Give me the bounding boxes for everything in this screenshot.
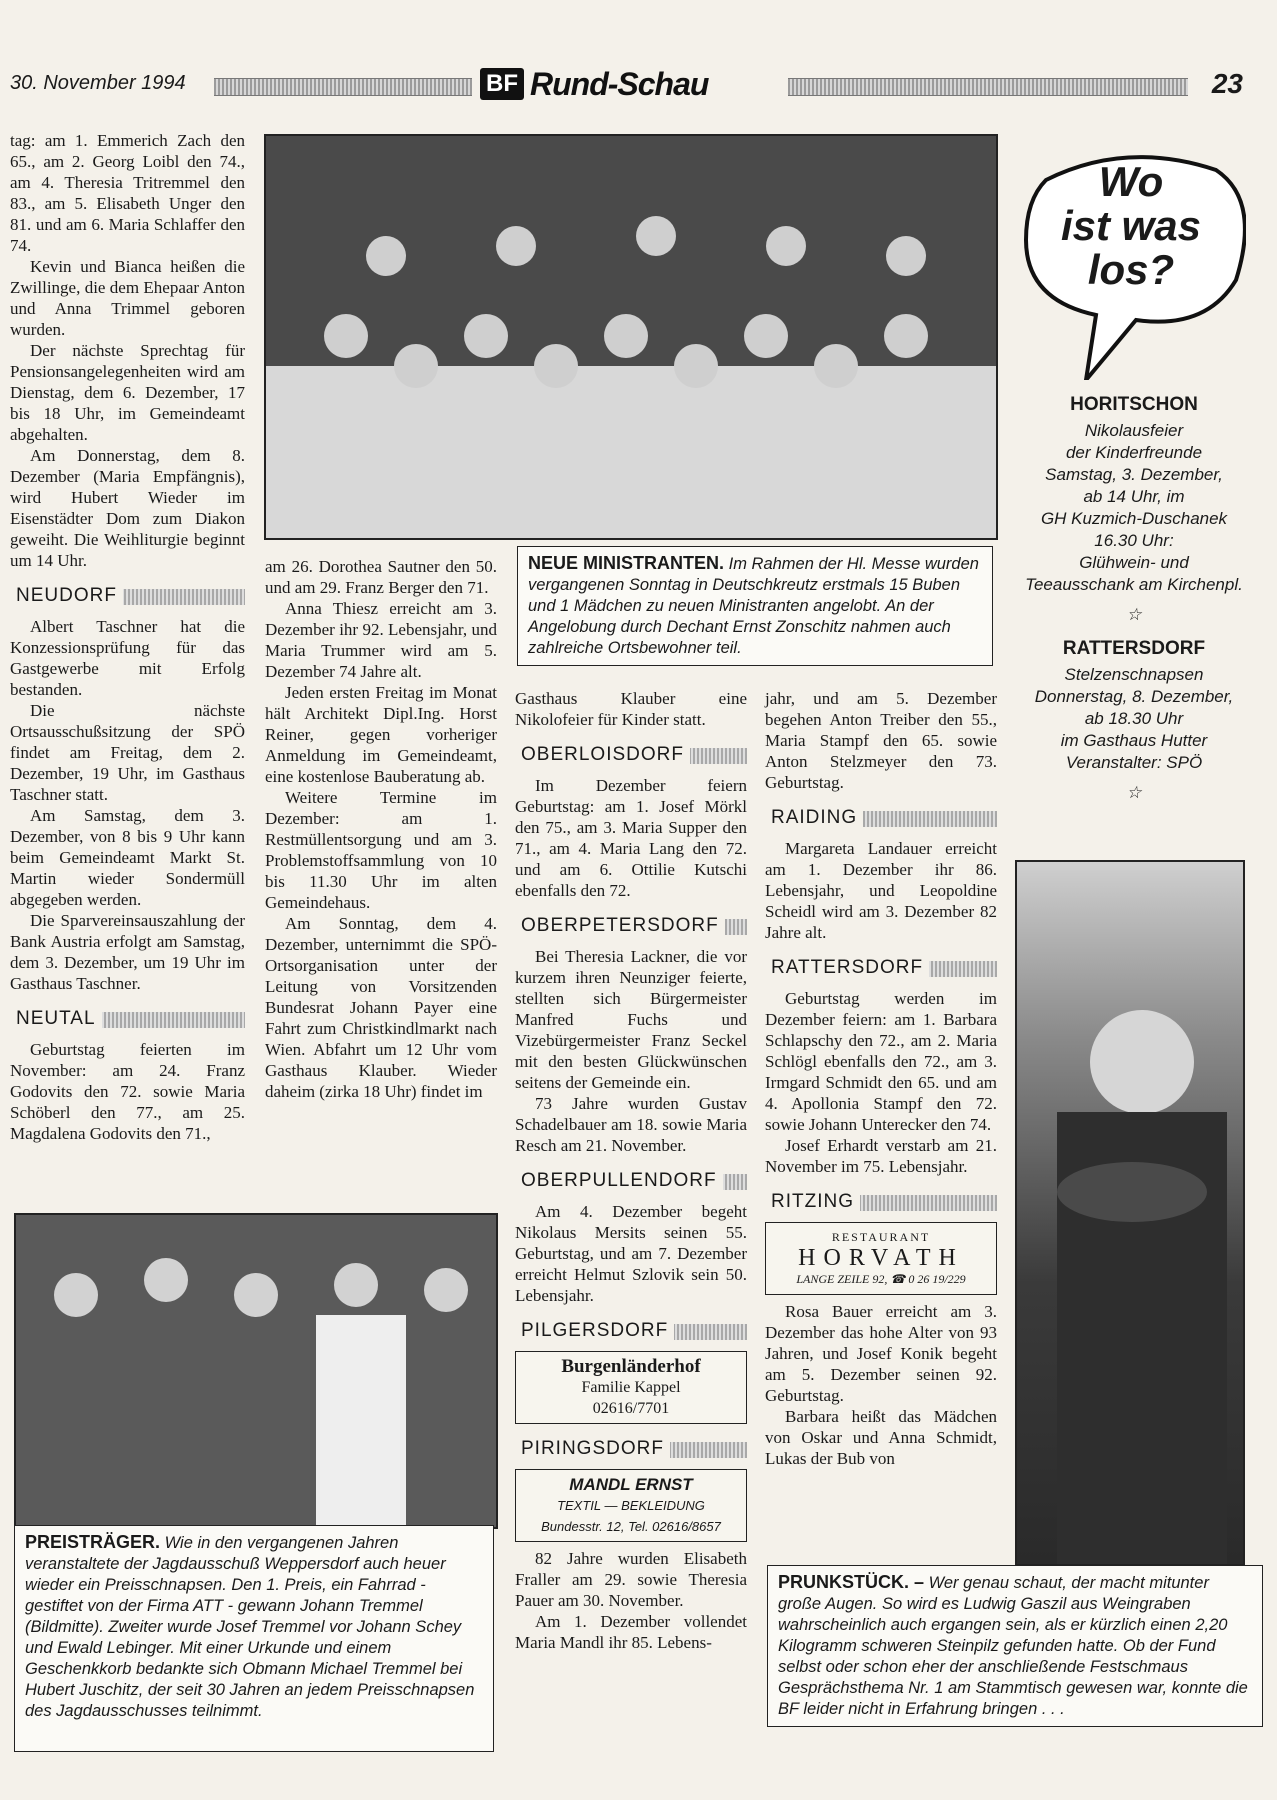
paragraph: Geburtstag werden im Dezember feiern: am 1. Barbara Schlapschy den 72., am 2. Maria Schlögl ebenfalls den 72., am 3. Irmgard Schmidt den 65. und am 4. Apollonia Stampf den 72. sowie Johann Unterecker den 74. bbox=[765, 989, 997, 1134]
paragraph: Bei Theresia Lackner, die vor kurzem ihren Neunziger feierte, stellten sich Bürgermeister Manfred Fuchs und Vizebürgermeister Franz Seckel mit den besten Glückwünschen seitens der Gemeinde ein. bbox=[515, 947, 747, 1092]
paragraph: Am Samstag, dem 3. Dezember, von 8 bis 9 Uhr kann beim Gemeindeamt Markt St. Martin wieder Sondermüll abgegeben werden. bbox=[10, 806, 245, 909]
column-2 bbox=[265, 556, 497, 1102]
ad-subtitle: TEXTIL — BEKLEIDUNG bbox=[557, 1498, 705, 1513]
star-icon: ☆ bbox=[1126, 783, 1142, 802]
altar-servers-photo-placeholder bbox=[266, 136, 996, 538]
event-horitschon bbox=[1010, 394, 1258, 804]
ad-title: MANDL ERNST bbox=[569, 1475, 693, 1494]
caption-head: NEUE MINISTRANTEN. bbox=[528, 553, 725, 573]
event-line: Donnerstag, 8. Dezember, bbox=[1034, 687, 1234, 706]
paragraph: Am Donnerstag, dem 8. Dezember (Maria Empfängnis), wird Hubert Wieder im Eisenstädter Dom zum Diakon geweiht. Die Weihliturgie beginnt um 14 Uhr. bbox=[10, 446, 245, 570]
caption-mushroom bbox=[767, 1565, 1263, 1727]
section-heading-oberloisdorf: OBERLOISDORF bbox=[515, 742, 747, 767]
ad-address: Bundesstr. 12, Tel. 02616/8657 bbox=[541, 1519, 721, 1534]
section-heading-pilgersdorf: PILGERSDORF bbox=[515, 1318, 747, 1343]
section-heading-piringsdorf: PIRINGSDORF bbox=[515, 1436, 747, 1461]
column-3 bbox=[515, 688, 747, 1653]
paragraph: 82 Jahre wurden Elisabeth Fraller am 29. sowie Theresia Pauer am 30. November. bbox=[515, 1549, 747, 1610]
paragraph: tag: am 1. Emmerich Zach den 65., am 2. Georg Loibl den 74., am 4. Theresia Tritremmel den 83., am 5. Elisabeth Unger den 81. und am 6. Maria Schlaffer den 74. bbox=[10, 131, 245, 255]
event-line: Glühwein- und bbox=[1079, 553, 1189, 572]
paragraph: am 26. Dorothea Sautner den 50. und am 29. Franz Berger den 71. bbox=[265, 557, 497, 597]
event-line: Samstag, 3. Dezember, bbox=[1045, 465, 1223, 484]
section-heading-ritzing: RITZING bbox=[765, 1189, 997, 1214]
section-heading-raiding: RAIDING bbox=[765, 805, 997, 830]
event-title: RATTERSDORF bbox=[1062, 638, 1206, 659]
section-title: Rund-Schau bbox=[530, 65, 709, 102]
caption-text: Wie in den vergangenen Jahren veranstaltete der Jagdausschuß Weppersdorf auch heuer wieder ein Preisschnapsen. Den 1. Preis, ein Fahrrad - gestiftet von der Firma ATT - gewann Johann Tremmel (Bildmitte). Zweiter wurde Josef Tremmel vor Johann Schey und Ewald Lebinger. Mit einer Urkunde und einem Geschenkkorb bedankte sich Obmann Michael Tremmel bei Hubert Juschitz, der seit 30 Jahren an jedem Preisschnapsen des Jagdausschusses teilnimmt. bbox=[25, 1534, 475, 1720]
header-rule-right bbox=[788, 78, 1188, 96]
paragraph: Anna Thiesz erreicht am 3. Dezember ihr 92. Lebensjahr, und Maria Trummer wird am 5. Dezember 74 Jahre alt. bbox=[265, 599, 497, 681]
paragraph: jahr, und am 5. Dezember begehen Anton Treiber den 55., Maria Stampf den 65. sowie Anton Stelzmeyer den 73. Geburtstag. bbox=[765, 689, 997, 792]
paragraph: Am 4. Dezember begeht Nikolaus Mersits seinen 55. Geburtstag, und am 7. Dezember erreicht Helmut Szlovik sein 50. Lebensjahr. bbox=[515, 1202, 747, 1305]
ad-phone: 0 26 19/229 bbox=[908, 1272, 966, 1286]
bubble-line: los? bbox=[1087, 246, 1175, 293]
photo-prize-winners bbox=[14, 1213, 498, 1529]
star-icon: ☆ bbox=[1126, 605, 1142, 624]
caption-text: Im Rahmen der Hl. Messe wurden vergangenen Sonntag in Deutschkreutz erstmals 15 Buben und 1 Mädchen zu neuen Ministranten angelobt. An der Angelobung durch Dechant Ernst Zonschitz nahmen auch zahlreiche Ortsbewohner teil. bbox=[528, 555, 979, 657]
paragraph: Die nächste Ortsausschußsitzung der SPÖ findet am Freitag, dem 2. Dezember, 19 Uhr, im Gasthaus Taschner statt. bbox=[10, 701, 245, 804]
phone-icon: ☎ bbox=[890, 1272, 906, 1286]
paragraph: 73 Jahre wurden Gustav Schadelbauer am 18. sowie Maria Resch am 21. November. bbox=[515, 1094, 747, 1155]
ad-restaurant-horvath bbox=[765, 1222, 997, 1295]
ad-address: LANGE ZEILE 92, bbox=[796, 1272, 888, 1286]
mushroom-photo-placeholder bbox=[1017, 862, 1243, 1564]
column-1 bbox=[10, 130, 245, 1144]
paragraph: Geburtstag feierten im November: am 24. Franz Godovits den 72. sowie Maria Schöberl den 77., am 25. Magdalena Godovits den 71., bbox=[10, 1040, 245, 1143]
ad-title: Burgenländerhof bbox=[561, 1356, 701, 1377]
section-heading-neudorf: NEUDORF bbox=[10, 583, 245, 608]
event-line: im Gasthaus Hutter bbox=[1060, 731, 1208, 750]
issue-date: 30. November 1994 bbox=[10, 72, 186, 94]
paragraph: Am 1. Dezember vollendet Maria Mandl ihr 85. Lebens- bbox=[515, 1612, 747, 1652]
caption-text: Wer genau schaut, der macht mitunter große Augen. So wird es Ludwig Gaszil aus Weingraben wahrscheinlich auch ergangen sein, als er kürzlich einen 2,20 Kilogramm schweren Steinpilz gefunden hatte. Ob der Fund selbst oder schon eher der anschließende Festschmaus Gesprächsthema Nr. 1 am Stammtisch gewesen war, konnte die BF leider nicht in Erfahrung bringen . . . bbox=[778, 1574, 1248, 1718]
paragraph: Kevin und Bianca heißen die Zwillinge, die dem Ehepaar Anton und Anna Trimmel geboren wurden. bbox=[10, 257, 245, 339]
event-line: Nikolausfeier bbox=[1084, 421, 1184, 440]
paragraph: Rosa Bauer erreicht am 3. Dezember das hohe Alter von 93 Jahren, und Josef Konik begeht am 5. Dezember seinen 92. Geburtstag. bbox=[765, 1302, 997, 1405]
column-4 bbox=[765, 688, 997, 1469]
event-line: der Kinderfreunde bbox=[1065, 443, 1203, 462]
ad-burgenlaenderhof bbox=[515, 1351, 747, 1424]
ad-phone: 02616/7701 bbox=[592, 1400, 670, 1417]
header-rule-left bbox=[214, 78, 472, 96]
paragraph: Barbara heißt das Mädchen von Oskar und Anna Schmidt, Lukas der Bub von bbox=[765, 1407, 997, 1468]
section-heading-neutal: NEUTAL bbox=[10, 1006, 245, 1031]
paragraph: Am Sonntag, dem 4. Dezember, unternimmt die SPÖ-Ortsorganisation unter der Leitung von Vorsitzenden Bundesrat Johann Payer eine Fahrt zum Christkindlmarkt nach Wien. Abfahrt um 12 Uhr vom Gasthaus Klauber. Wieder daheim (zirka 18 Uhr) findet im bbox=[265, 914, 497, 1101]
section-heading-rattersdorf: RATTERSDORF bbox=[765, 955, 997, 980]
caption-prize-winners bbox=[14, 1525, 494, 1752]
event-line: Veranstalter: SPÖ bbox=[1065, 753, 1203, 772]
prize-winners-photo-placeholder bbox=[16, 1215, 496, 1527]
paragraph: Weitere Termine im Dezember: am 1. Restmüllentsorgung und am 3. Problemstoffsammlung von 10 bis 11.30 Uhr im alten Gemeindehaus. bbox=[265, 788, 497, 912]
paragraph: Josef Erhardt verstarb am 21. November im 75. Lebensjahr. bbox=[765, 1136, 997, 1176]
ad-mandl-ernst bbox=[515, 1469, 747, 1542]
caption-head: PRUNKSTÜCK. – bbox=[778, 1572, 925, 1592]
paragraph: Albert Taschner hat die Konzessionsprüfung für das Gastgewerbe mit Erfolg bestanden. bbox=[10, 617, 245, 699]
photo-altar-servers bbox=[264, 134, 998, 540]
masthead bbox=[480, 64, 708, 104]
paragraph: Der nächste Sprechtag für Pensionsangelegenheiten wird am Dienstag, dem 6. Dezember, 17 bis 18 Uhr, im Gemeindeamt abgehalten. bbox=[10, 341, 245, 444]
ad-label: RESTAURANT bbox=[831, 1230, 931, 1244]
event-title: HORITSCHON bbox=[1070, 394, 1198, 415]
ad-title: HORVATH bbox=[798, 1245, 964, 1271]
event-line: Teeausschank am Kirchenpl. bbox=[1025, 575, 1243, 594]
page-number: 23 bbox=[1211, 68, 1243, 99]
photo-mushroom-finder bbox=[1015, 860, 1245, 1566]
event-line: 16.30 Uhr: bbox=[1094, 531, 1174, 550]
paragraph: Margareta Landauer erreicht am 1. Dezember ihr 86. Lebensjahr, und Leopoldine Scheidl wird am 3. Dezember 82 Jahre alt. bbox=[765, 839, 997, 942]
paragraph: Jeden ersten Freitag im Monat hält Architekt Dipl.Ing. Horst Reiner, gegen vorheriger Anmeldung im Gemeindeamt, eine kostenlose Bauberatung ab. bbox=[265, 683, 497, 786]
section-heading-oberpetersdorf: OBERPETERSDORF bbox=[515, 913, 747, 938]
event-line: ab 14 Uhr, im bbox=[1083, 487, 1185, 506]
bf-logo: BF bbox=[480, 68, 524, 100]
caption-altar-servers bbox=[517, 546, 993, 666]
event-line: ab 18.30 Uhr bbox=[1084, 709, 1184, 728]
bubble-line: ist was bbox=[1060, 202, 1202, 249]
bubble-line: Wo bbox=[1098, 158, 1164, 205]
ad-subtitle: Familie Kappel bbox=[581, 1379, 681, 1396]
speech-bubble-whats-on bbox=[1016, 140, 1246, 380]
paragraph: Im Dezember feiern Geburtstag: am 1. Josef Mörkl den 75., am 3. Maria Supper den 71., am 4. Maria Lang den 72. und am 6. Ottilie Kutschi ebenfalls den 72. bbox=[515, 776, 747, 900]
event-line: Stelzenschnapsen bbox=[1064, 665, 1204, 684]
caption-head: PREISTRÄGER. bbox=[25, 1532, 161, 1552]
event-line: GH Kuzmich-Duschanek bbox=[1040, 509, 1228, 528]
paragraph: Die Sparvereinsauszahlung der Bank Austria erfolgt am Samstag, dem 3. Dezember, um 19 Uhr im Gasthaus Taschner. bbox=[10, 911, 245, 993]
paragraph: Gasthaus Klauber eine Nikolofeier für Kinder statt. bbox=[515, 689, 747, 729]
section-heading-oberpullendorf: OBERPULLENDORF bbox=[515, 1168, 747, 1193]
